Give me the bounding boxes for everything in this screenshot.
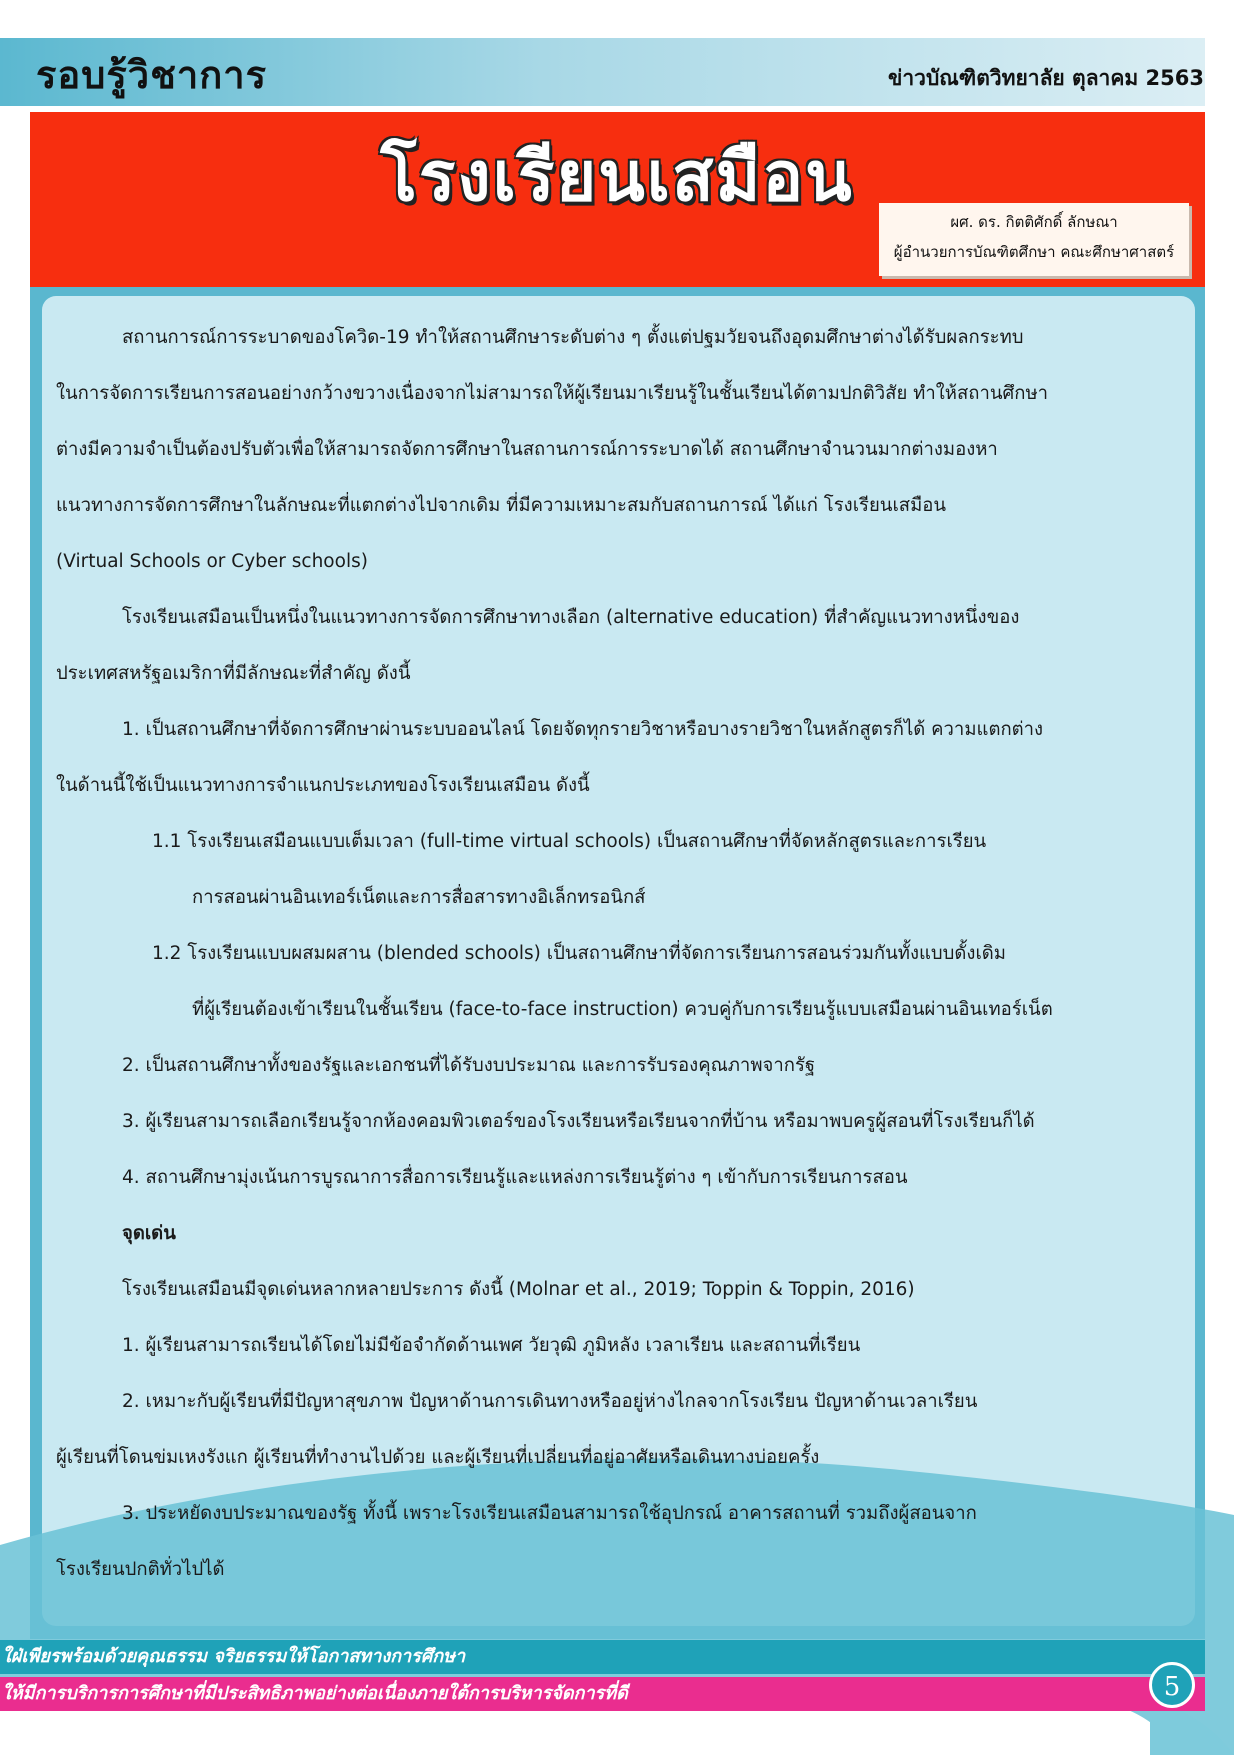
paragraph-line: ประเทศสหรัฐอเมริกาที่มีลักษณะที่สำคัญ ดังนี้	[56, 663, 411, 684]
paragraph-line: สถานการณ์การระบาดของโควิด-19 ทำให้สถานศึกษาระดับต่าง ๆ ตั้งแต่ปฐมวัยจนถึงอุดมศึกษาต่างได้รับผลกระทบ	[122, 327, 1024, 348]
paragraph-line: ต่างมีความจำเป็นต้องปรับตัวเพื่อให้สามารถจัดการศึกษาในสถานการณ์การระบาดได้ สถานศึกษาจำนวนมากต่างมองหา	[56, 439, 998, 460]
paragraph-line: (Virtual Schools or Cyber schools)	[56, 551, 368, 572]
paragraph-line: ที่ผู้เรียนต้องเข้าเรียนในชั้นเรียน (face-to-face instruction) ควบคู่กับการเรียนรู้แบบเสมือนผ่านอินเทอร์เน็ต	[192, 999, 1053, 1020]
paragraph-line: ผู้เรียนที่โดนข่มเหงรังแก ผู้เรียนที่ทำงานไปด้วย และผู้เรียนที่เปลี่ยนที่อยู่อาศัยหรือเดินทางบ่อยครั้ง	[56, 1447, 820, 1468]
list-item: 1. ผู้เรียนสามารถเรียนได้โดยไม่มีข้อจำกัดด้านเพศ วัยวุฒิ ภูมิหลัง เวลาเรียน และสถานที่เรียน	[122, 1335, 861, 1356]
paragraph-line: ในการจัดการเรียนการสอนอย่างกว้างขวางเนื่องจากไม่สามารถให้ผู้เรียนมาเรียนรู้ในชั้นเรียนได้ตามปกติวิสัย ทำให้สถานศึกษา	[56, 383, 1049, 404]
page-number: 5	[1149, 1662, 1195, 1708]
paragraph-line: โรงเรียนเสมือนมีจุดเด่นหลากหลายประการ ดังนี้ (Molnar et al., 2019; Toppin & Toppin, 2016)	[122, 1279, 915, 1300]
subheading: จุดเด่น	[122, 1223, 176, 1244]
paragraph-line: โรงเรียนเสมือนเป็นหนึ่งในแนวทางการจัดการศึกษาทางเลือก (alternative education) ที่สำคัญแนวทางหนึ่งของ	[122, 607, 1020, 628]
author-name: ผศ. ดร. กิตติศักดิ์ ลักษณา	[950, 213, 1118, 231]
article-title: โรงเรียนเสมือน	[380, 138, 854, 217]
list-item: 3. ประหยัดงบประมาณของรัฐ ทั้งนี้ เพราะโรงเรียนเสมือนสามารถใช้อุปกรณ์ อาคารสถานที่ รวมถึงผู้สอนจาก	[122, 1503, 977, 1524]
list-item: 1.2 โรงเรียนแบบผสมผสาน (blended schools) เป็นสถานศึกษาที่จัดการเรียนการสอนร่วมกันทั้งแบบดั้งเดิม	[152, 943, 1006, 964]
issue-info: ข่าวบัณฑิตวิทยาลัย ตุลาคม 2563	[888, 66, 1204, 90]
section-name: รอบรู้วิชาการ	[36, 53, 267, 97]
footer-motto: ใฝ่เพียรพร้อมด้วยคุณธรรม จริยธรรมให้โอกาสทางการศึกษา	[0, 1640, 1205, 1674]
author-position: ผู้อำนวยการบัณฑิตศึกษา คณะศึกษาศาสตร์	[893, 243, 1175, 261]
list-item: 2. เป็นสถานศึกษาทั้งของรัฐและเอกชนที่ได้รับงบประมาณ และการรับรองคุณภาพจากรัฐ	[122, 1055, 816, 1076]
paragraph-line: ในด้านนี้ใช้เป็นแนวทางการจำแนกประเภทของโรงเรียนเสมือน ดังนี้	[56, 775, 590, 796]
paragraph-line: การสอนผ่านอินเทอร์เน็ตและการสื่อสารทางอิเล็กทรอนิกส์	[192, 887, 646, 908]
footer-mission: ให้มีการบริการการศึกษาที่มีประสิทธิภาพอย่างต่อเนื่องภายใต้การบริหารจัดการที่ดี	[0, 1677, 1205, 1711]
list-item: 1.1 โรงเรียนเสมือนแบบเต็มเวลา (full-time virtual schools) เป็นสถานศึกษาที่จัดหลักสูตรและการเรียน	[152, 831, 987, 852]
list-item: 2. เหมาะกับผู้เรียนที่มีปัญหาสุขภาพ ปัญหาด้านการเดินทางหรืออยู่ห่างไกลจากโรงเรียน ปัญหาด้านเวลาเรียน	[122, 1391, 978, 1412]
paragraph-line: โรงเรียนปกติทั่วไปได้	[56, 1559, 225, 1580]
list-item: 1. เป็นสถานศึกษาที่จัดการศึกษาผ่านระบบออนไลน์ โดยจัดทุกรายวิชาหรือบางรายวิชาในหลักสูตรก็ได้ ความแตกต่าง	[122, 719, 1044, 740]
list-item: 4. สถานศึกษามุ่งเน้นการบูรณาการสื่อการเรียนรู้และแหล่งการเรียนรู้ต่าง ๆ เข้ากับการเรียนการสอน	[122, 1167, 908, 1188]
list-item: 3. ผู้เรียนสามารถเลือกเรียนรู้จากห้องคอมพิวเตอร์ของโรงเรียนหรือเรียนจากที่บ้าน หรือมาพบครูผู้สอนที่โรงเรียนก็ได้	[122, 1111, 1035, 1132]
paragraph-line: แนวทางการจัดการศึกษาในลักษณะที่แตกต่างไปจากเดิม ที่มีความเหมาะสมกับสถานการณ์ ได้แก่ โรงเรียนเสมือน	[56, 495, 947, 516]
article-body	[56, 310, 1178, 1598]
